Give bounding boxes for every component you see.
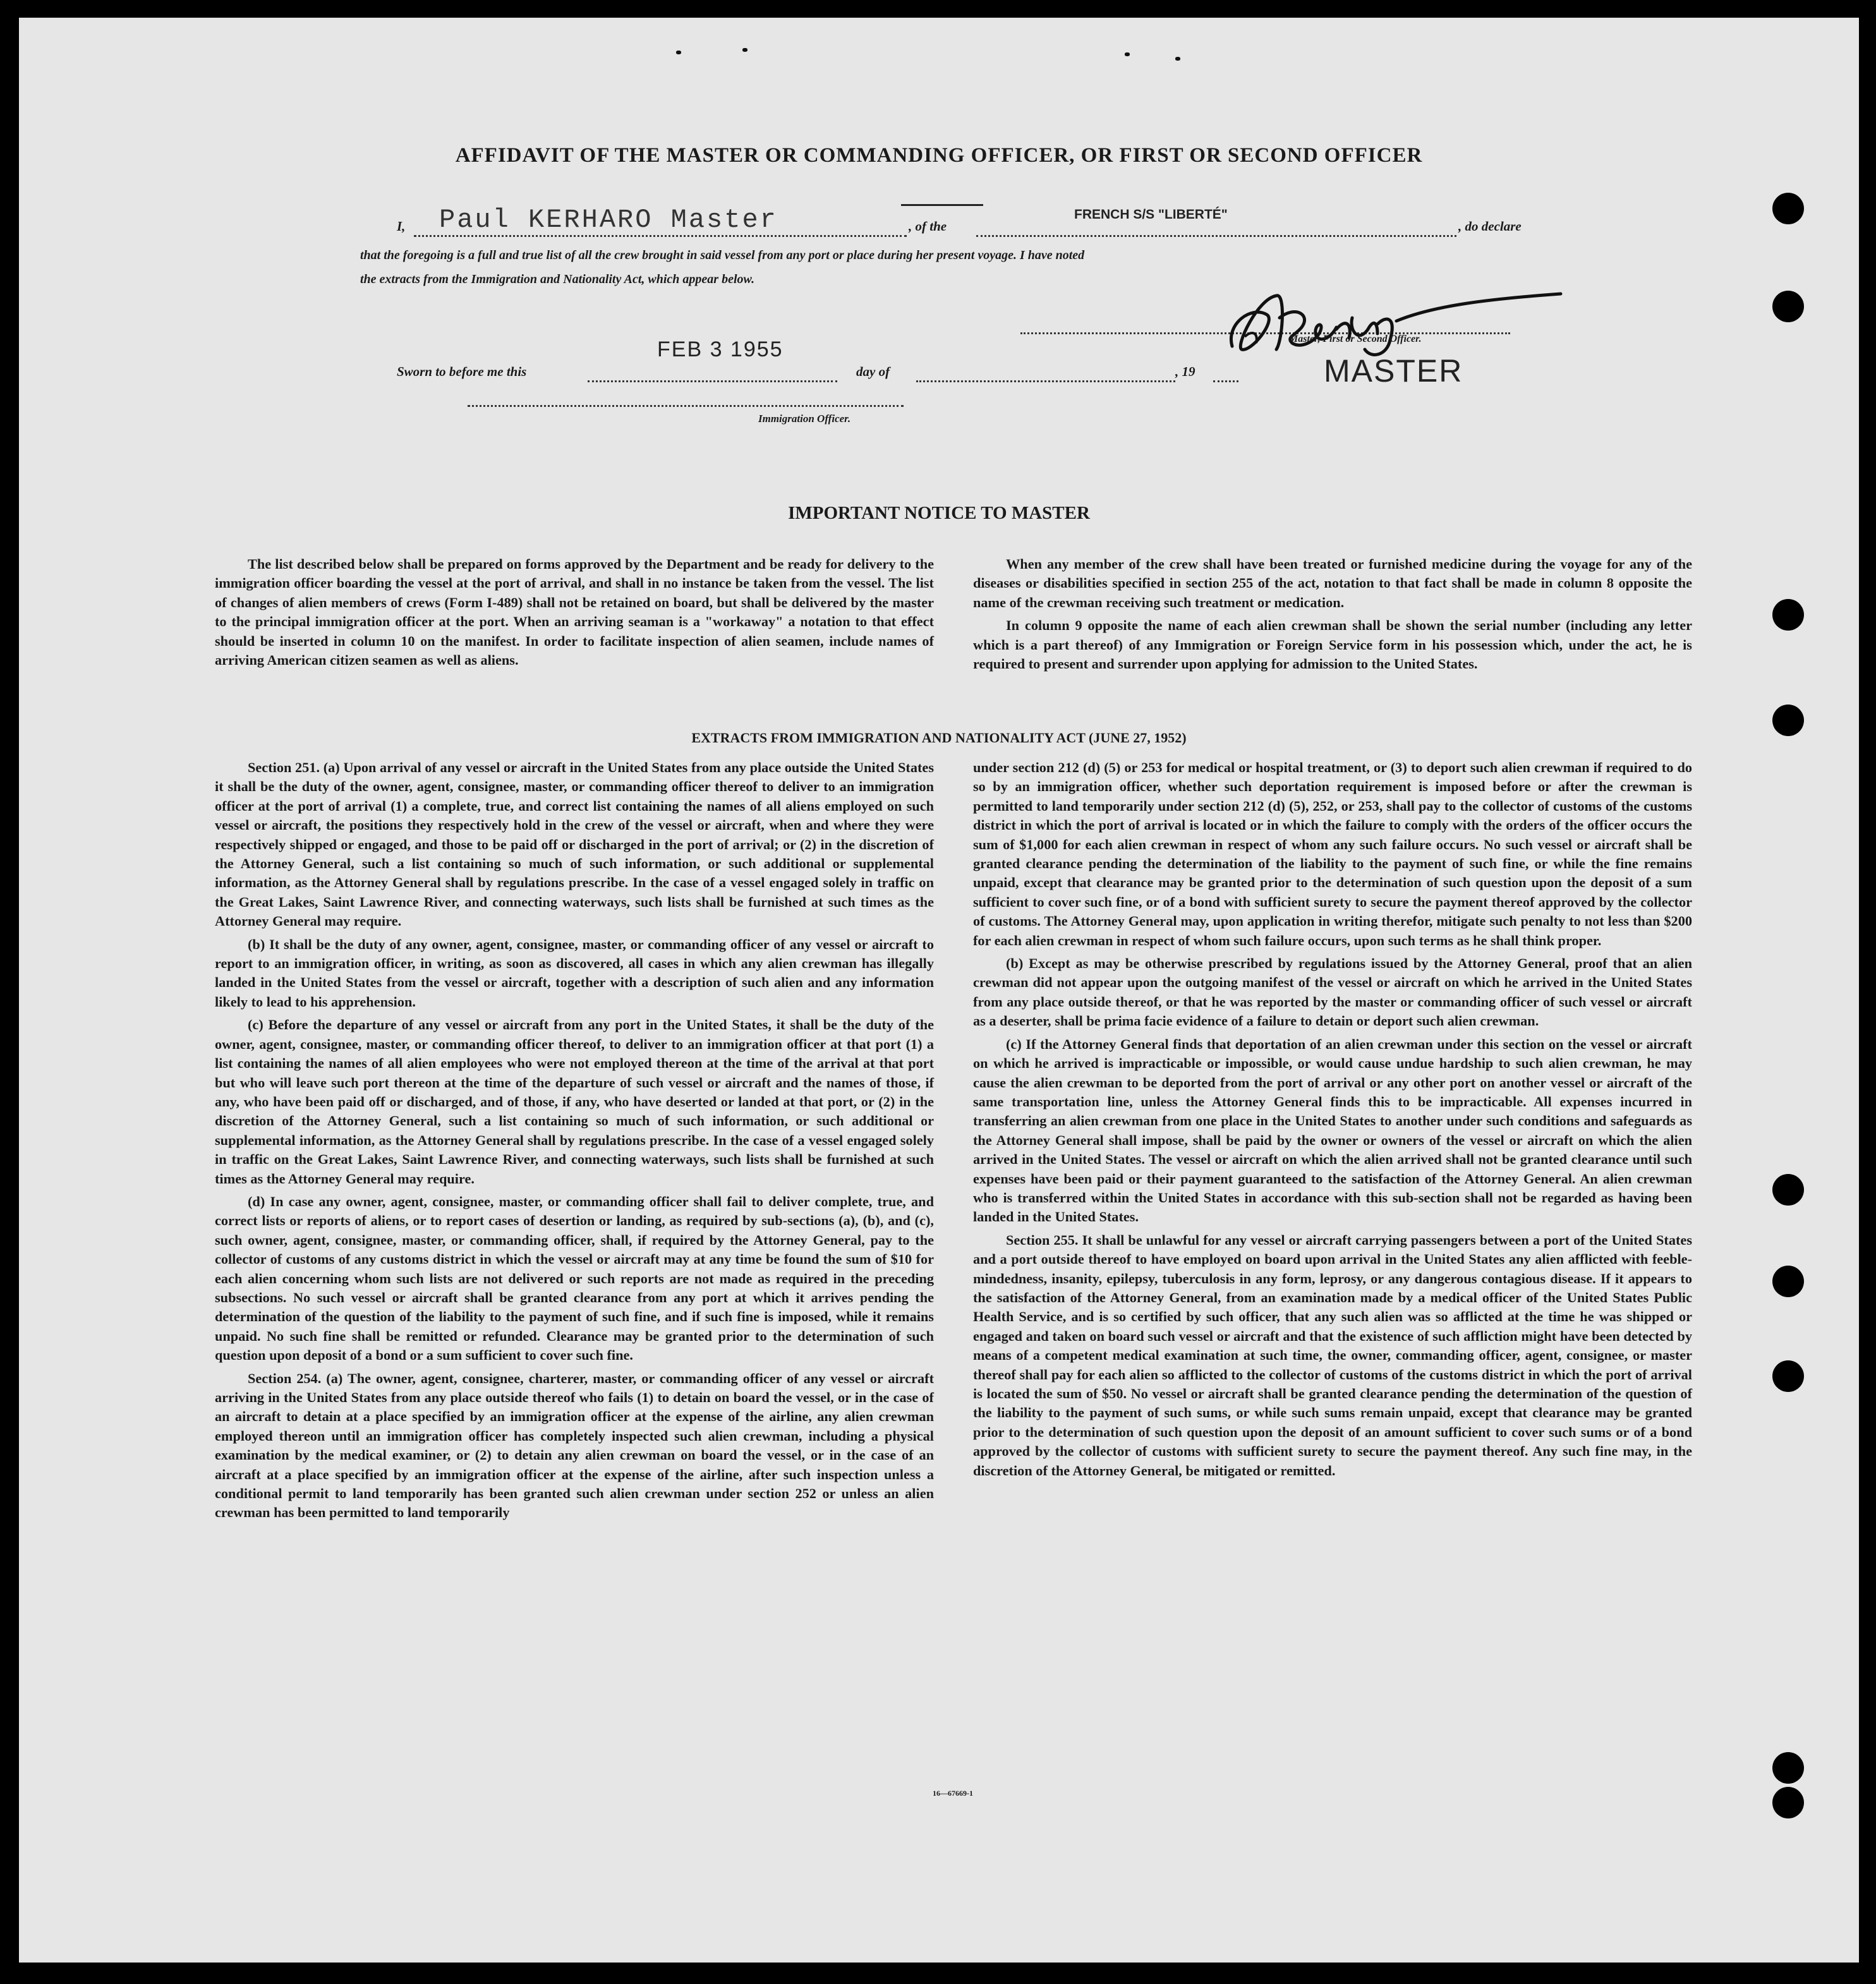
punch-hole	[1772, 1787, 1804, 1818]
punch-hole	[1772, 1752, 1804, 1784]
day-of-label: day of	[856, 364, 890, 379]
affidavit-line-3: the extracts from the Immigration and Nationality Act, which appear below.	[360, 272, 755, 286]
section-254c: (c) If the Attorney General finds that deportation of an alien crewman under this section on the vessel or aircraft on which he arrived is impracticable or impossible, or would cause undue hardship to such alien crewman, he may cause the alien crewman to be deported from the port of arrival or any other port on another vessel or aircraft of the same transportation line, unless the Attorney General finds this to be impracticable. All expenses incurred in transferring an alien crewman from one place in the United States to another under such conditions and safeguards as the Attorney General shall impose, shall be paid by the owner or owners of the vessel or aircraft on which the alien arrived in the United States. The vessel or aircraft on which the alien arrived shall not be granted clearance until such expenses have been paid or their payment guaranteed to the satisfaction of the Attorney General. An alien crewman who is transferred within the United States in accordance with this sub-section shall not be regarded as having been landed in the United States.	[973, 1036, 1692, 1225]
punch-hole	[1772, 599, 1804, 631]
extracts-right-column	[973, 758, 1692, 1484]
notice-heading: IMPORTANT NOTICE TO MASTER	[788, 503, 1090, 523]
section-255: Section 255. It shall be unlawful for any vessel or aircraft carrying passengers between a port of the United States and a port outside thereof to have employed on board upon arrival in the United States any alien afflicted with feeble-mindedness, insanity, epilepsy, tuberculosis in any form, leprosy, or any dangerous contagious disease. If it appears to the satisfaction of the Attorney General, from an examination made by a medical officer of the United States Public Health Service, and is so certified by such officer, that any such alien was so afflicted at the time he was shipped or engaged and taken on board such vessel or aircraft and that the existence of such affliction might have been detected by means of a competent medical examination at such time, the owner, commanding officer, agent, consignee, or master thereof shall pay for each alien so afflicted to the collector of customs of the customs district in which the port of arrival is located the sum of $50. No vessel or aircraft shall be granted clearance pending the determination of the question of the liability to the payment of such sums, or while such sums remain unpaid, except that clearance may be granted prior to the determination of such question upon the deposit of an amount sufficient to cover such sums or of a bond approved by the collector of customs with sufficient surety to secure the payment thereof. Any such fine may, in the discretion of the Attorney General, be mitigated or remitted.	[973, 1231, 1692, 1479]
master-stamp: MASTER	[1324, 353, 1463, 389]
section-254a: Section 254. (a) The owner, agent, consignee, charterer, master, or commanding officer of any vessel or aircraft arriving in the United States from any place outside thereof who fails (1) to detain on board the vessel, or in the case of an aircraft to detain at a place specified by an immigration officer at the expense of the airline, any alien crewman employed thereon until an immigration officer has completely inspected such alien crewman, including a physical examination by the medical examiner, or (2) to detain any alien crewman on board the vessel, or in the case of an aircraft at a place specified by an immigration officer at the expense of the airline, after such inspection unless a conditional permit to land temporarily has been granted such alien crewman under section 252 or unless an alien crewman has been permitted to land temporarily	[215, 1370, 934, 1521]
form-code: 16—67669-1	[933, 1789, 973, 1798]
ink-speck	[1175, 57, 1180, 61]
officer-label: Immigration Officer.	[758, 413, 851, 425]
section-251d: (d) In case any owner, agent, consignee, master, or commanding officer shall fail to deliver complete, true, and correct lists or reports of aliens, or to report cases of desertion or landing, as required by sub-sections (a), (b), and (c), such owner, agent, consignee, master, or commanding officer, shall, if required by the Attorney General, pay to the collector of customs of any customs district in which the vessel or aircraft may at any time be found the sum of $10 for each alien concerning whom such lists are not delivered or such reports are not made as required in the preceding subsections. No such vessel or aircraft shall be granted clearance from any port at which it arrives pending the determination of the question of the liability to the payment of such fine, and if such fine is imposed, while it remains unpaid. No such fine shall be remitted or refunded. Clearance may be granted prior to the determination of such question upon deposit of a bond or a sum sufficient to cover such fine.	[215, 1193, 934, 1364]
punch-hole	[1772, 291, 1804, 322]
extracts-left-column	[215, 758, 934, 1527]
sworn-date-stamp: FEB 3 1955	[657, 337, 784, 361]
notice-left-column	[215, 555, 934, 674]
notice-paragraph: In column 9 opposite the name of each alien crewman shall be shown the serial number (including any letter which is a part thereof) of any Immigration or Foreign Service form in his possession which, under the act, he is required to present and surrender upon applying for admission to the United States.	[973, 617, 1692, 672]
signature-label: Master, First or Second Officer.	[1289, 334, 1422, 344]
master-name-typed: Paul KERHARO Master	[439, 205, 778, 235]
notice-paragraph: The list described below shall be prepared on forms approved by the Department and be ready for delivery to the immigration officer boarding the vessel at the port of arrival, and shall in no instance be taken from the vessel. The list of changes of alien members of crews (Form I-489) shall not be retained on board, but shall be delivered by the master to the principal immigration officer at the port. When an arriving seaman is a "workaway" a notation to that effect should be inserted in column 10 on the manifest. In order to facilitate inspection of alien seamen, include names of arriving American citizen seamen as well as aliens.	[215, 556, 934, 668]
officer-signature-line	[468, 399, 904, 407]
month-line	[916, 366, 1175, 382]
vessel-line	[976, 221, 1456, 237]
affidavit-i-label: I,	[397, 219, 406, 234]
year-line	[1213, 366, 1238, 382]
section-254b: (b) Except as may be otherwise prescribed by regulations issued by the Attorney General, proof that an alien crewman did not appear upon the outgoing manifest of the vessel or aircraft on which he arrived in the United States from any place outside thereof, or that he was reported by the master or commanding officer of such vessel or aircraft as a deserter, shall be prima facie evidence of a failure to detain or deport such alien crewman.	[973, 955, 1692, 1029]
punch-hole	[1772, 1360, 1804, 1392]
punch-hole	[1772, 1266, 1804, 1297]
ink-speck	[1125, 52, 1130, 56]
section-251b: (b) It shall be the duty of any owner, agent, consignee, master, or commanding officer of any vessel or aircraft to report to an immigration officer, in writing, as soon as discovered, all cases in which any alien crewman has illegally landed in the United States from the vessel or aircraft, together with a description of such alien and any information likely to lead to his apprehension.	[215, 936, 934, 1010]
ink-speck	[742, 48, 747, 52]
notice-paragraph: When any member of the crew shall have been treated or furnished medicine during the voyage for any of the diseases or disabilities specified in section 255 of the act, notation to that fact shall be made in column 8 opposite the name of the crewman receiving such treatment or medication.	[973, 556, 1692, 610]
document-page	[19, 18, 1859, 1963]
section-254a-continued: under section 212 (d) (5) or 253 for medical or hospital treatment, or (3) to deport such alien crewman if required to do so by an immigration officer, whether such deportation requirement is imposed before or after the crewman is permitted to land temporarily under section 212 (d) (5), 252, or 253, shall pay to the collector of customs of the customs district in which the port of arrival is located or in which the failure to comply with the orders of the officer occurs the sum of $1,000 for each alien crewman in respect of whom any such failure occurs. No such vessel or aircraft shall be granted clearance pending the determination of the liability to the payment of such fine, or while the fine remains unpaid, except that clearance may be granted prior to the determination of such question upon the deposit of a sum sufficient to cover such fine, or of a bond with sufficient surety to secure the payment thereof approved by the collector of customs. The Attorney General may, upon application in writing therefor, mitigate such penalty to not less than $200 for each alien crewman in respect of whom such failure occurs, upon such terms as he shall think proper.	[973, 759, 1692, 948]
punch-hole	[1772, 193, 1804, 224]
notice-right-column	[973, 555, 1692, 677]
do-declare-label: , do declare	[1458, 219, 1522, 234]
title-underline	[901, 204, 983, 206]
ink-speck	[676, 51, 681, 54]
vessel-name-stamp: FRENCH S/S "LIBERTÉ"	[1074, 207, 1228, 222]
affidavit-title: AFFIDAVIT OF THE MASTER OR COMMANDING OFFICER, OR FIRST OR SECOND OFFICER	[455, 144, 1423, 167]
of-the-label: , of the	[909, 219, 947, 234]
section-251c: (c) Before the departure of any vessel or aircraft from any port in the United States, it shall be the duty of the owner, agent, consignee, master, or commanding officer thereof, to deliver to an immigration officer at that port (1) a list containing the names of all alien employees who were not employed thereon at the time of the arrival at that port but who will leave such port thereon at the time of the departure of such vessel or aircraft and the names of those, if any, who have been paid off or discharged, and of those, if any, who have deserted or landed at that port, or (2) in the discretion of the Attorney General, such a list containing so much of such information, or such additional or supplemental information, as the Attorney General shall by regulations prescribe. In the case of a vessel engaged solely in traffic on the Great Lakes, Saint Lawrence River, and connecting waterways, such lists shall be furnished at such times as the Attorney General may require.	[215, 1017, 934, 1187]
punch-hole	[1772, 1174, 1804, 1206]
sworn-label: Sworn to before me this	[397, 364, 527, 379]
year-label: , 19	[1175, 364, 1195, 379]
extracts-heading: EXTRACTS FROM IMMIGRATION AND NATIONALITY ACT (JUNE 27, 1952)	[691, 730, 1187, 746]
section-251a: Section 251. (a) Upon arrival of any vessel or aircraft in the United States from any place outside the United States it shall be the duty of the owner, agent, consignee, master, or commanding officer thereof to deliver to an immigration officer at the port of arrival (1) a complete, true, and correct list containing the names of all aliens employed on such vessel or aircraft, the positions they respectively hold in the crew of the vessel or aircraft, when and where they were respectively shipped or engaged, and those to be paid off or discharged in the port of arrival; or (2) in the discretion of the Attorney General, such a list containing so much of such information, or such additional or supplemental information, as the Attorney General shall by regulations prescribe. In the case of a vessel engaged solely in traffic on the Great Lakes, Saint Lawrence River, and connecting waterways, such lists shall be furnished at such times as the Attorney General may require.	[215, 759, 934, 929]
affidavit-line-2: that the foregoing is a full and true list of all the crew brought in said vessel from any port or place during her present voyage. I have noted	[360, 248, 1085, 262]
sworn-date-line	[588, 366, 837, 382]
